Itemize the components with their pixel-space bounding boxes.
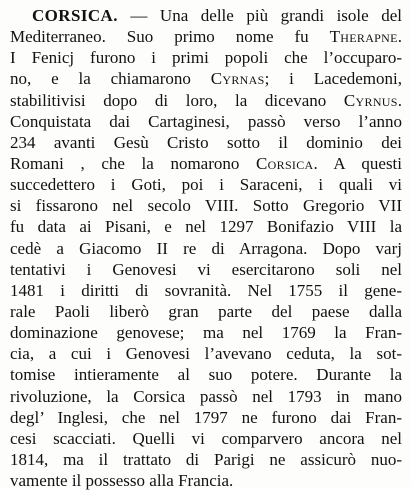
text-line: [10, 26, 402, 47]
text-run: cedè a Giacomo II re di Arragona. Dopo varj: [10, 238, 402, 258]
text-run: fu data ai Pisani, e nel 1297 Bonifazio VIII la: [10, 217, 402, 237]
text-run: si fissarono nel secolo VIII. Sotto Gregorio VII: [10, 196, 402, 216]
text-run: Romani , che la nomarono: [10, 153, 257, 173]
text-line: [10, 428, 402, 449]
text-line: [10, 280, 402, 301]
text-run: Conquistata dai Cartaginesi, passò verso l’anno: [10, 111, 402, 131]
text-run: ; i Lacedemoni,: [264, 69, 403, 89]
text-line: [10, 259, 402, 280]
text-run: succedettero i Goti, poi i Saraceni, i quali vi: [10, 175, 402, 195]
text-run: dominazione genovese; ma nel 1769 la Fran-: [10, 323, 402, 343]
text-run: rivoluzione, la Corsica passò nel 1793 in mano: [10, 386, 402, 406]
text-line: [10, 322, 402, 343]
small-caps-name: Therapne: [329, 27, 398, 47]
text-run: tentativi i Genovesi vi esercitarono soli nel: [10, 259, 402, 279]
encyclopedia-entry-corsica: [10, 5, 402, 491]
small-caps-name: Corsica: [256, 153, 314, 173]
text-run: 1814, ma il trattato di Parigi ne assicurò nuo-: [10, 449, 402, 469]
text-line: [10, 343, 402, 364]
text-run: rale Paoli liberò gran parte del paese dalla: [10, 301, 402, 321]
text-line: [10, 5, 402, 26]
text-run: degl’ Inglesi, che nel 1797 ne furono dai Fran-: [10, 407, 402, 427]
text-run: 234 avanti Gesù Cristo sotto il dominio dei: [10, 132, 402, 152]
small-caps-name: Cyrnas: [210, 69, 265, 89]
text-line: [10, 386, 402, 407]
text-line: [10, 449, 402, 470]
text-line: [10, 195, 402, 216]
small-caps-name: Cyrnus: [343, 90, 398, 110]
text-line: [10, 153, 402, 174]
text-run: tomise intieramente al suo potere. Durante la: [10, 365, 402, 385]
text-line: [10, 301, 402, 322]
text-run: 1481 i diritti di sovranità. Nel 1755 il gene-: [10, 280, 402, 300]
text-run: .: [397, 90, 402, 110]
text-line: [10, 238, 402, 259]
text-run: . A questi: [313, 153, 403, 173]
text-line: [10, 68, 402, 89]
text-run: stabilitivisi dopo di loro, la dicevano: [10, 90, 344, 110]
text-line: [10, 47, 402, 68]
text-line: [10, 216, 402, 237]
text-line: [10, 174, 402, 195]
entry-headword: CORSICA.: [32, 6, 118, 25]
text-line: [10, 470, 402, 491]
text-line: [10, 132, 402, 153]
text-line: [10, 111, 402, 132]
text-run: .: [397, 27, 402, 47]
text-line: [10, 364, 402, 385]
text-line: [10, 407, 402, 428]
text-run: cesi scacciati. Quelli vi comparvero ancora nel: [10, 428, 402, 448]
text-run: I Fenicj furono i primi popoli che l’occuparo-: [10, 48, 402, 68]
text-line: [10, 90, 402, 111]
text-run: cia, a cui i Genovesi l’avevano ceduta, la sot-: [10, 344, 402, 364]
text-run: — Una delle più grandi isole del: [117, 6, 402, 25]
text-run: Mediterraneo. Suo primo nome fu: [10, 27, 330, 47]
text-run: no, e la chiamarono: [10, 69, 211, 89]
text-run: vamente il possesso alla Francia.: [10, 471, 234, 491]
